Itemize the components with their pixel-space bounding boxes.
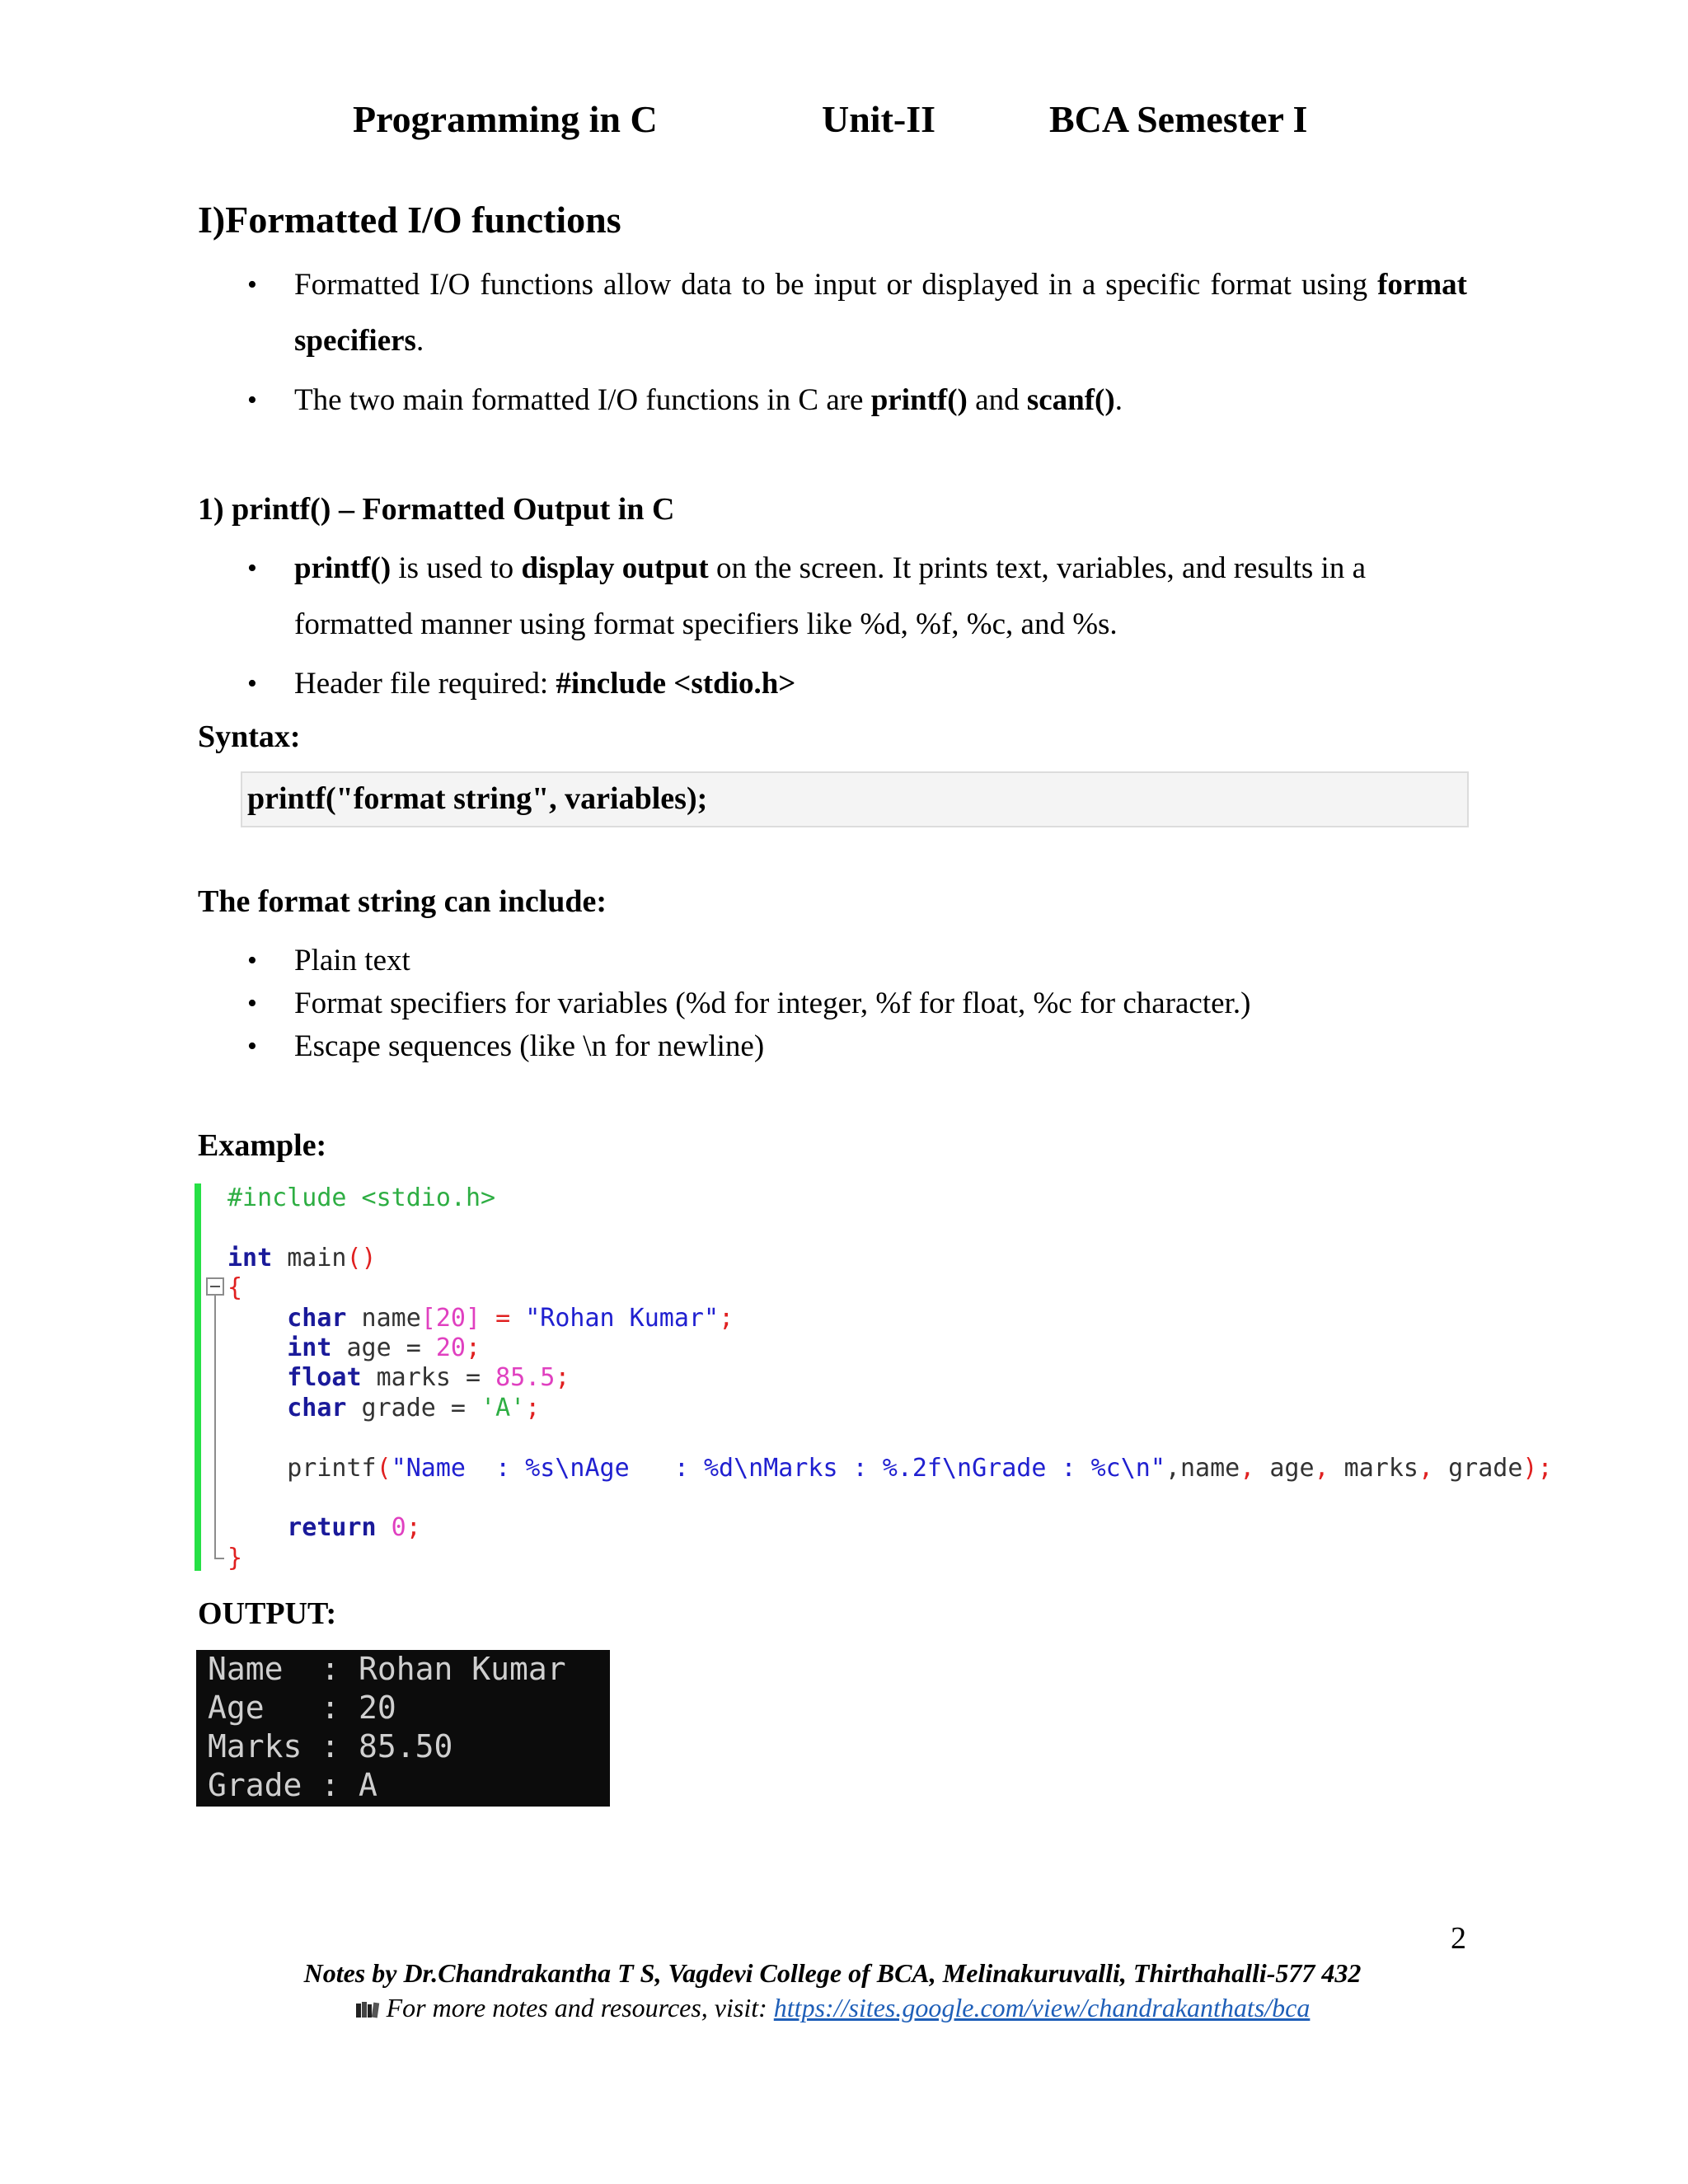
fold-guide	[214, 1296, 216, 1559]
fold-guide-end	[214, 1558, 224, 1559]
syntax-label: Syntax:	[198, 719, 301, 754]
list-item: • Header file required: #include <stdio.h>	[247, 656, 1467, 712]
header-unit: Unit-II	[822, 98, 936, 140]
list-item: • printf() is used to display output on the screen. It prints text, variables, and results in a formatted manner using format specifiers like %d, %f, %c, and %s.	[247, 541, 1467, 653]
header-semester: BCA Semester I	[1049, 98, 1308, 140]
example-label: Example:	[198, 1128, 327, 1163]
section-title: I)Formatted I/O functions	[198, 199, 621, 241]
footer-visit: For more notes and resources, visit: https://sites.google.com/view/chandrakanthats/bca	[0, 1993, 1665, 2023]
printf-list	[247, 541, 1467, 715]
printf-heading: 1) printf() – Formatted Output in C	[198, 492, 675, 527]
books-icon	[355, 2000, 380, 2018]
collapse-icon[interactable]	[206, 1277, 224, 1296]
resources-link[interactable]: https://sites.google.com/view/chandrakanthats/bca	[773, 1993, 1311, 2022]
list-item: • Plain text	[247, 940, 1467, 982]
console-line: Age : 20	[208, 1690, 396, 1726]
gutter-bar	[195, 1183, 201, 1571]
intro-list	[247, 257, 1467, 432]
code-editor	[195, 1183, 1678, 1571]
code-block: #include <stdio.h> int main() { char name[20] = "Rohan Kumar"; int age = 20; float marks = 85.5; char grade = 'A'; printf("Name : %s\nAge : %d\nMarks : %.2f\nGrade : %c\n",name, age, marks, grade); return 0; }	[227, 1183, 1553, 1572]
header-course: Programming in C	[353, 98, 658, 140]
list-item: • Formatted I/O functions allow data to be input or displayed in a specific format using format specifiers.	[247, 257, 1467, 369]
format-string-heading: The format string can include:	[198, 884, 607, 919]
console-line: Name : Rohan Kumar	[208, 1651, 566, 1687]
list-item: • Escape sequences (like \n for newline)	[247, 1025, 1467, 1068]
syntax-code-box: printf("format string", variables);	[241, 771, 1469, 827]
list-item: • The two main formatted I/O functions in C are printf() and scanf().	[247, 373, 1467, 429]
console-line: Grade : A	[208, 1767, 377, 1803]
page-number: 2	[1451, 1921, 1466, 1956]
console-output	[196, 1650, 610, 1807]
footer-notes: Notes by Dr.Chandrakantha T S, Vagdevi College of BCA, Melinakuruvalli, Thirthahalli-577 432	[303, 1958, 1362, 1988]
output-label: OUTPUT:	[198, 1596, 337, 1631]
console-line: Marks : 85.50	[208, 1728, 453, 1765]
list-item: • Format specifiers for variables (%d for integer, %f for float, %c for character.)	[247, 982, 1467, 1025]
format-string-list	[247, 940, 1467, 1068]
